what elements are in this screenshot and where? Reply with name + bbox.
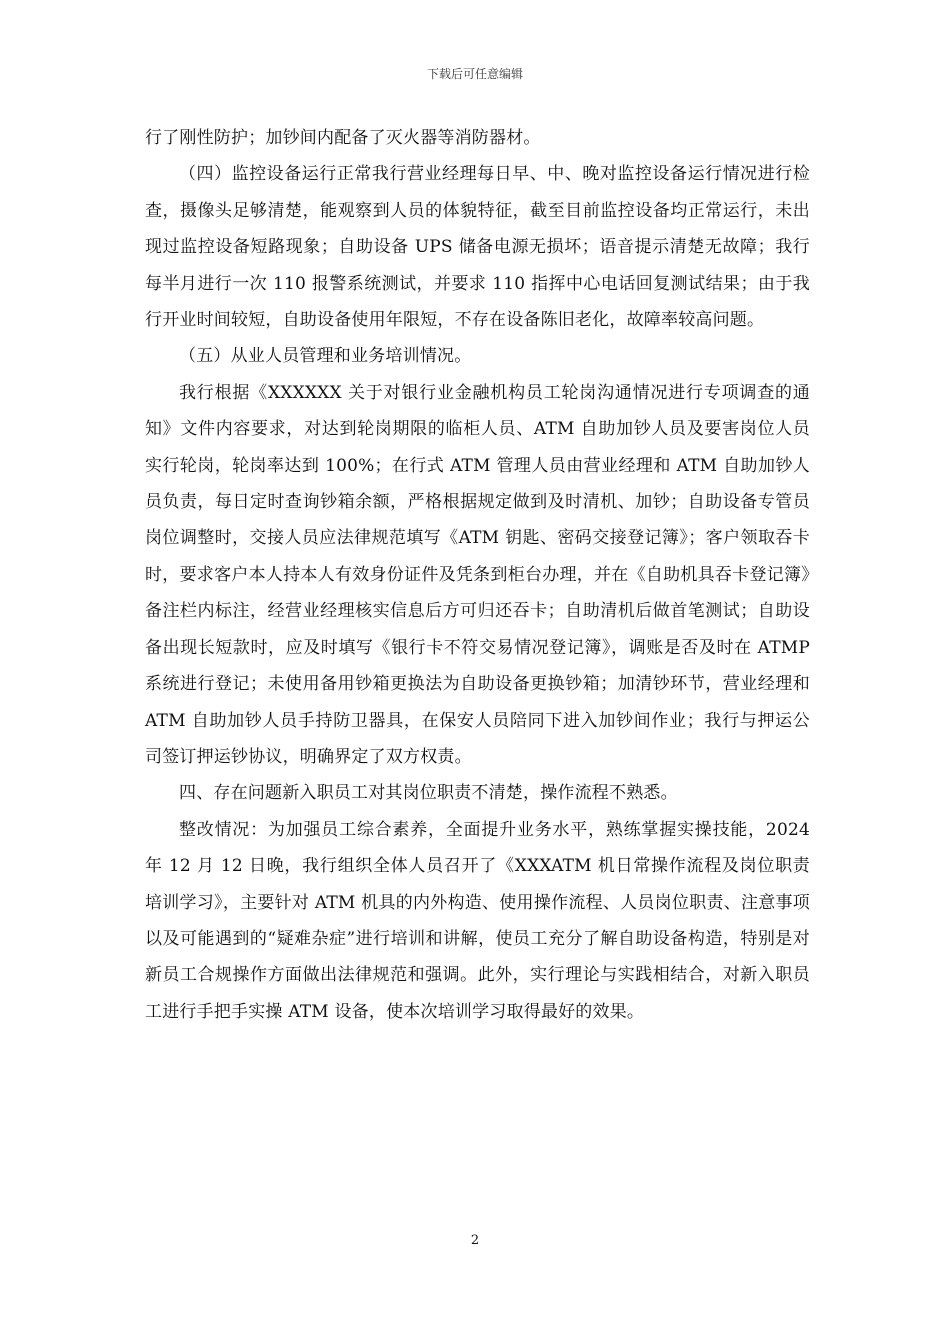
body-paragraph: 四、存在问题新入职员工对其岗位职责不清楚，操作流程不熟悉。 xyxy=(179,783,678,804)
body-paragraph: （五）从业人员管理和业务培训情况。 xyxy=(179,346,472,367)
page-header-note: 下载后可任意编辑 xyxy=(426,67,523,81)
page-number: 2 xyxy=(470,1233,480,1248)
body-paragraph: 我行根据《XXXXXX 关于对银行业金融机构员工轮岗沟通情况进行专项调查的通知》文件内容要求，对达到轮岗期限的临柜人员、ATM 自助加钞人员及要害岗位人员实行轮岗，轮岗率达到 100%；在行式 ATM 管理人员由营业经理和 ATM 自助加钞人员负责，每日定时查询钞箱余额，严格根据规定做到及时清机、加钞；自助设备专管员岗位调整时，交接人员应法律规范填写《ATM 钥匙、密码交接登记簿》；客户领取吞卡时，要求客户本人持本人有效身份证件及凭条到柜台办理，并在《自助机具吞卡登记簿》备注栏内标注，经营业经理核实信息后方可归还吞卡；自助清机后做首笔测试；自助设备出现长短款时，应及时填写《银行卡不符交易情况登记簿》，调账是否及时在 ATMP 系统进行登记；未使用备用钞箱更换法为自助设备更换钞箱；加清钞环节，营业经理和 ATM 自助加钞人员手持防卫器具，在保安人员陪同下进入加钞间作业；我行与押运公司签订押运钞协议，明确界定了双方权责。 xyxy=(145,382,810,767)
body-paragraph: 行了刚性防护；加钞间内配备了灭火器等消防器材。 xyxy=(145,128,541,148)
body-paragraph: 整改情况：为加强员工综合素养，全面提升业务水平，熟练掌握实操技能，2024 年 12 月 12 日晚，我行组织全体人员召开了《XXXATM 机日常操作流程及岗位职责培训学习》，主要针对 ATM 机具的内外构造、使用操作流程、人员岗位职责、注意事项以及可能遇到的“疑难杂症”进行培训和讲解，使员工充分了解自助设备构造，特别是对新员工合规操作方面做出法律规范和强调。此外，实行理论与实践相结合，对新入职员工进行手把手实操 ATM 设备，使本次培训学习取得最好的效果。 xyxy=(145,819,810,1022)
document-body xyxy=(145,120,810,1030)
body-paragraph: （四）监控设备运行正常我行营业经理每日早、中、晚对监控设备运行情况进行检查，摄像头足够清楚，能观察到人员的体貌特征，截至目前监控设备均正常运行，未出现过监控设备短路现象；自助设备 UPS 储备电源无损坏；语音提示清楚无故障；我行每半月进行一次 110 报警系统测试，并要求 110 指挥中心电话回复测试结果；由于我行开业时间较短，自助设备使用年限短，不存在设备陈旧老化，故障率较高问题。 xyxy=(145,164,810,331)
